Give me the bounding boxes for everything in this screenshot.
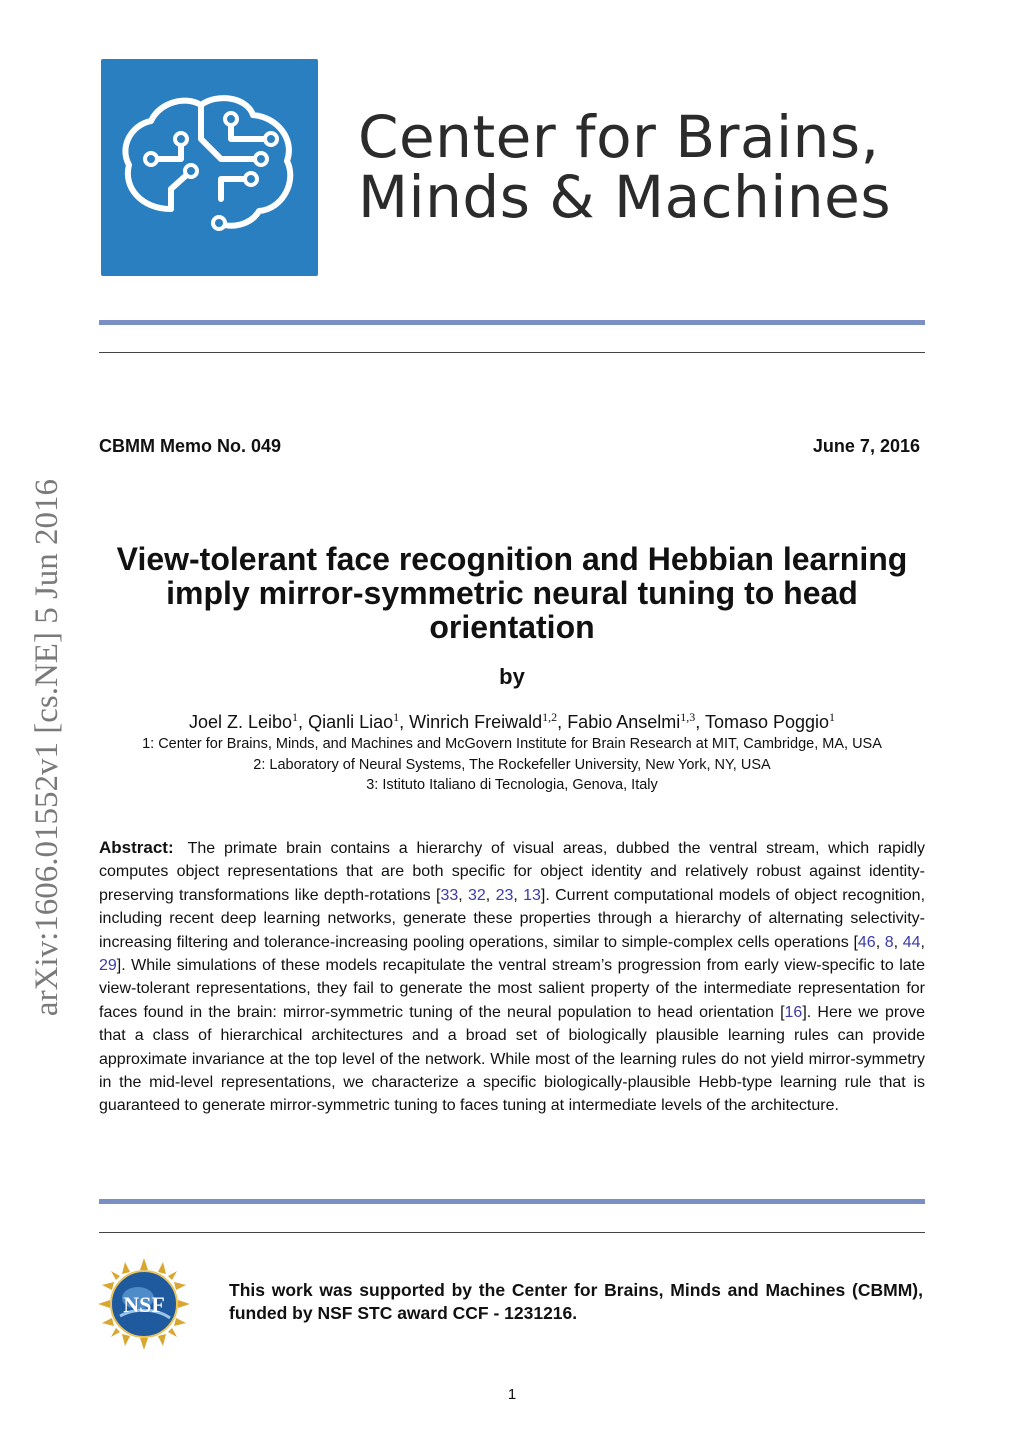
footer-thin-rule bbox=[99, 1232, 925, 1233]
nsf-seal-text: NSF bbox=[123, 1292, 165, 1317]
author: Winrich Freiwald bbox=[409, 712, 543, 732]
paper-title: View-tolerant face recognition and Hebbian learning imply mirror-symmetric neural tuning to head orientation bbox=[116, 541, 908, 645]
arxiv-stamp: arXiv:1606.01552v1 [cs.NE] 5 Jun 2016 bbox=[29, 478, 65, 1017]
abstract-text: , bbox=[875, 933, 885, 951]
abstract-text: , bbox=[485, 886, 496, 904]
abstract-text: ]. Current computational models of object recognition, including recent deep learning networks, generate these properties through a hierarchy of alternating selectivity-increasing filtering and tolerance-increasing pooling operations, similar to simple-complex cells operations [ bbox=[99, 886, 926, 951]
center-name-line1: Center for Brains, bbox=[358, 103, 880, 171]
affiliation-3: 3: Istituto Italiano di Tecnologia, Genova, Italy bbox=[366, 777, 658, 793]
citation-link[interactable]: 23 bbox=[495, 886, 514, 904]
abstract-text: , bbox=[920, 933, 925, 951]
author-affiliation-mark: 1 bbox=[829, 710, 836, 724]
abstract-text: , bbox=[458, 886, 468, 904]
abstract-label: Abstract: bbox=[99, 838, 174, 857]
author-affiliation-mark: 1 bbox=[393, 710, 400, 724]
center-name-line2: Minds & Machines bbox=[358, 163, 892, 231]
abstract-text: ]. Here we prove that a class of hierarchical architectures and a broad set of biologically plausible learning rules can provide approximate invariance at the top level of the network. While most of the learning rules do not yield mirror-symmetry in the mid-level representations, we characterize a specific biologically-plausible Hebb-type learning rule that is guaranteed to generate mirror-symmetric tuning to faces tuning at intermediate levels of the architecture. bbox=[99, 1003, 926, 1115]
citation-link[interactable]: 44 bbox=[902, 933, 921, 951]
header-blue-rule bbox=[99, 320, 925, 325]
author: Joel Z. Leibo bbox=[188, 712, 293, 732]
citation-link[interactable]: 33 bbox=[440, 886, 459, 904]
author: Qianli Liao bbox=[308, 712, 394, 732]
affiliation-2: 2: Laboratory of Neural Systems, The Rockefeller University, New York, NY, USA bbox=[253, 757, 771, 773]
affiliation-1: 1: Center for Brains, Minds, and Machines and McGovern Institute for Brain Research at MIT, Cambridge, MA, USA bbox=[142, 736, 882, 752]
nsf-seal-icon bbox=[98, 1258, 190, 1350]
citation-link[interactable]: 13 bbox=[523, 886, 541, 904]
citation-link[interactable]: 46 bbox=[857, 933, 876, 951]
memo-date: June 7, 2016 bbox=[812, 436, 920, 456]
author-affiliation-mark: 1,2 bbox=[542, 710, 558, 724]
citation-link[interactable]: 16 bbox=[784, 1003, 803, 1021]
abstract-text: The primate brain contains a hierarchy of visual areas, dubbed the ventral stream, which rapidly computes object representations that are both specific for object identity and relatively robust against identity-preserving transformations like depth-rotations [ bbox=[99, 840, 925, 904]
header-thin-rule bbox=[99, 352, 925, 353]
footer-blue-rule bbox=[99, 1199, 925, 1204]
author-affiliation-mark: 1,3 bbox=[680, 710, 696, 724]
brain-circuit-icon bbox=[101, 59, 318, 276]
by-line: by bbox=[499, 664, 525, 689]
citation-link[interactable]: 29 bbox=[99, 957, 117, 975]
abstract-body bbox=[99, 840, 925, 1114]
cbmm-logo bbox=[101, 59, 318, 276]
citation-link[interactable]: 32 bbox=[468, 886, 486, 904]
nsf-seal bbox=[98, 1258, 190, 1350]
page-number: 1 bbox=[507, 1386, 517, 1403]
abstract-text: , bbox=[513, 886, 524, 904]
author-affiliation-mark: 1 bbox=[292, 710, 299, 724]
abstract-text: ]. While simulations of these models recapitulate the ventral stream’s progression from early view-specific to late view-tolerant representations, they fail to generate the most salient property of the intermediate representation for faces found in the brain: mirror-symmetric tuning of the neural population to head orientation [ bbox=[99, 957, 925, 1021]
abstract-text: , bbox=[893, 933, 903, 951]
memo-number: CBMM Memo No. 049 bbox=[99, 436, 282, 456]
abstract bbox=[99, 836, 925, 1118]
author-list: Joel Z. Leibo$^1$, Qianli Liao$^1$, Winrich Freiwald$^{1,2}$, Fabio Anselmi$^{1,3}$, Tomaso Poggio$^1$ bbox=[188, 710, 836, 732]
author: Tomaso Poggio bbox=[704, 712, 830, 732]
citation-link[interactable]: 8 bbox=[884, 933, 894, 951]
author: Fabio Anselmi bbox=[567, 712, 681, 732]
funding-statement: This work was supported by the Center for Brains, Minds and Machines (CBMM), funded by NSF STC award CCF - 1231216. bbox=[229, 1280, 923, 1323]
